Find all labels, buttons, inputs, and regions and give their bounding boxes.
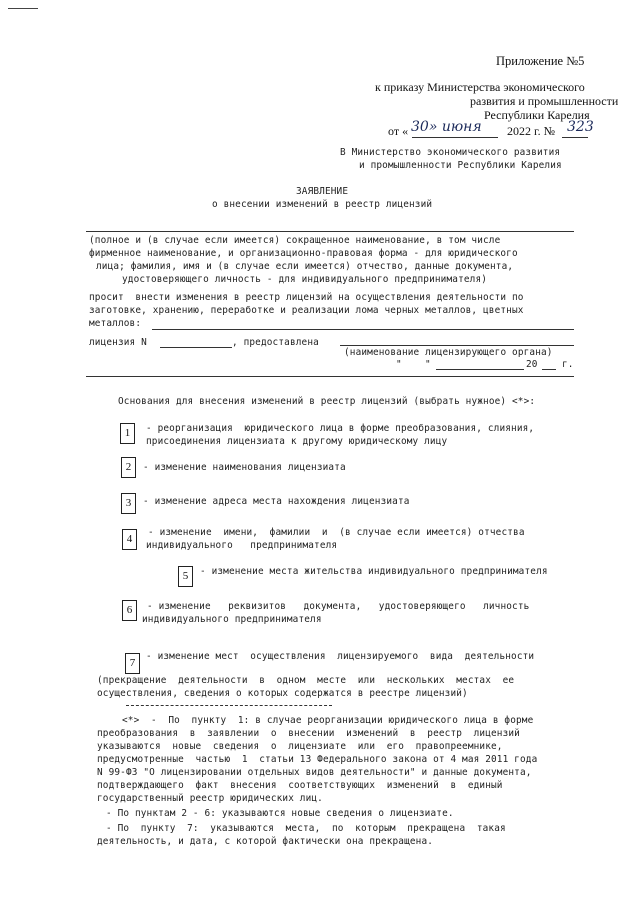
ground-6-line-2: индивидуального предпринимателя xyxy=(142,614,322,625)
ground-4-checkbox[interactable]: 4 xyxy=(122,529,137,550)
applicant-name-line xyxy=(86,231,574,232)
footnote-2: - По пунктам 2 - 6: указываются новые сведения о лицензиате. xyxy=(106,808,454,819)
order-line-1: к приказу Министерства экономического xyxy=(375,80,585,94)
ground-5-line-1: - изменение места жительства индивидуального предпринимателя xyxy=(200,566,548,577)
license-date-month-line xyxy=(436,369,524,370)
ground-7-continuation-1: (прекращение деятельности в одном месте или нескольких местах ее xyxy=(97,675,515,686)
footnote-1-line-5: N 99-ФЗ "О лицензировании отдельных видов деятельности" и данные документа, xyxy=(97,767,532,778)
ground-1-line-2: присоединения лицензиата к другому юридическому лицу xyxy=(146,436,448,447)
ground-3-checkbox[interactable]: 3 xyxy=(121,493,136,514)
footnote-1-line-1: <*> - По пункту 1: в случае реорганизации юридического лица в форме xyxy=(122,715,534,726)
scan-mark xyxy=(8,8,38,9)
applicant-hint-1: (полное и (в случае если имеется) сокращенное наименование, в том числе xyxy=(89,235,501,246)
request-line-1: просит внести изменения в реестр лицензий на осуществления деятельности по xyxy=(89,292,524,303)
order-date-handwritten: 30» июня xyxy=(411,119,482,135)
ground-4-line-1: - изменение имени, фамилии и (в случае если имеется) отчества xyxy=(148,527,525,538)
order-date-underline xyxy=(412,137,498,138)
grounds-heading: Основания для внесения изменений в реестр лицензий (выбрать нужное) <*>: xyxy=(118,396,536,407)
metals-line xyxy=(152,329,574,330)
license-prefix: лицензия N xyxy=(89,337,147,348)
ground-2-line-1: - изменение наименования лицензиата xyxy=(143,462,346,473)
footnote-3-line-2: деятельность, и дата, с которой фактически она прекращена. xyxy=(97,836,434,847)
ground-6-line-1: - изменение реквизитов документа, удостоверяющего личность xyxy=(147,601,530,612)
document-title: ЗАЯВЛЕНИЕ xyxy=(296,186,349,197)
addressee-line-2: и промышленности Республики Карелия xyxy=(359,160,562,171)
license-date-year: 20 xyxy=(526,359,538,370)
ground-1-line-1: - реорганизация юридического лица в форме преобразования, слияния, xyxy=(146,423,535,434)
extra-line xyxy=(86,376,574,377)
footnote-1-line-4: предусмотренные частью 1 статьи 13 Федерального закона от 4 мая 2011 года xyxy=(97,754,538,765)
request-line-2: заготовке, хранению, переработке и реализации лома черных металлов, цветных xyxy=(89,305,524,316)
order-number-underline xyxy=(562,137,588,138)
order-date-prefix: от « xyxy=(388,124,409,138)
document-subtitle: о внесении изменений в реестр лицензий xyxy=(212,199,433,210)
appendix-title: Приложение №5 xyxy=(496,54,585,68)
ground-6-checkbox[interactable]: 6 xyxy=(122,600,137,621)
order-line-2: развития и промышленности xyxy=(470,94,619,108)
ground-1-checkbox[interactable]: 1 xyxy=(120,423,135,444)
ground-7-line-1: - изменение мест осуществления лицензируемого вида деятельности xyxy=(146,651,535,662)
license-date-year-line xyxy=(542,369,556,370)
license-date-quotes: " " xyxy=(396,359,431,370)
applicant-hint-2: фирменное наименование, и организационно-правовая форма - для юридического xyxy=(89,248,518,259)
footnote-1-line-2: преобразования в заявлении о внесении изменений в реестр лицензий xyxy=(97,728,520,739)
applicant-hint-3: лица; фамилия, имя и (в случае если имеется) отчество, данные документа, xyxy=(96,261,514,272)
footnote-separator xyxy=(126,705,332,706)
ground-3-line-1: - изменение адреса места нахождения лицензиата xyxy=(143,496,410,507)
license-number-line xyxy=(160,347,232,348)
footnote-3-line-1: - По пункту 7: указываются места, по которым прекращена такая xyxy=(106,823,506,834)
addressee-line-1: В Министерство экономического развития xyxy=(340,147,561,158)
request-line-3: металлов: xyxy=(89,318,142,329)
license-suffix: , предоставлена xyxy=(232,337,319,348)
applicant-hint-4: удостоверяющего личность - для индивидуального предпринимателя) xyxy=(122,274,488,285)
ground-7-checkbox[interactable]: 7 xyxy=(125,653,140,674)
footnote-1-line-7: государственный реестр юридических лиц. xyxy=(97,793,323,804)
license-date-g: г. xyxy=(562,359,574,370)
ground-4-line-2: индивидуального предпринимателя xyxy=(146,540,338,551)
ground-7-continuation-2: осуществления, сведения о которых содержатся в реестре лицензий) xyxy=(97,688,468,699)
order-line-3: Республики Карелия xyxy=(484,108,590,122)
authority-hint: (наименование лицензирующего органа) xyxy=(344,347,553,358)
ground-5-checkbox[interactable]: 5 xyxy=(178,566,193,587)
ground-2-checkbox[interactable]: 2 xyxy=(121,457,136,478)
order-number-handwritten: 323 xyxy=(567,119,594,135)
order-date-year: 2022 г. № xyxy=(507,124,556,138)
footnote-1-line-6: подтверждающего факт внесения соответствующих изменений в единый xyxy=(97,780,503,791)
footnote-1-line-3: указываются новые сведения о лицензиате или его правопреемнике, xyxy=(97,741,503,752)
